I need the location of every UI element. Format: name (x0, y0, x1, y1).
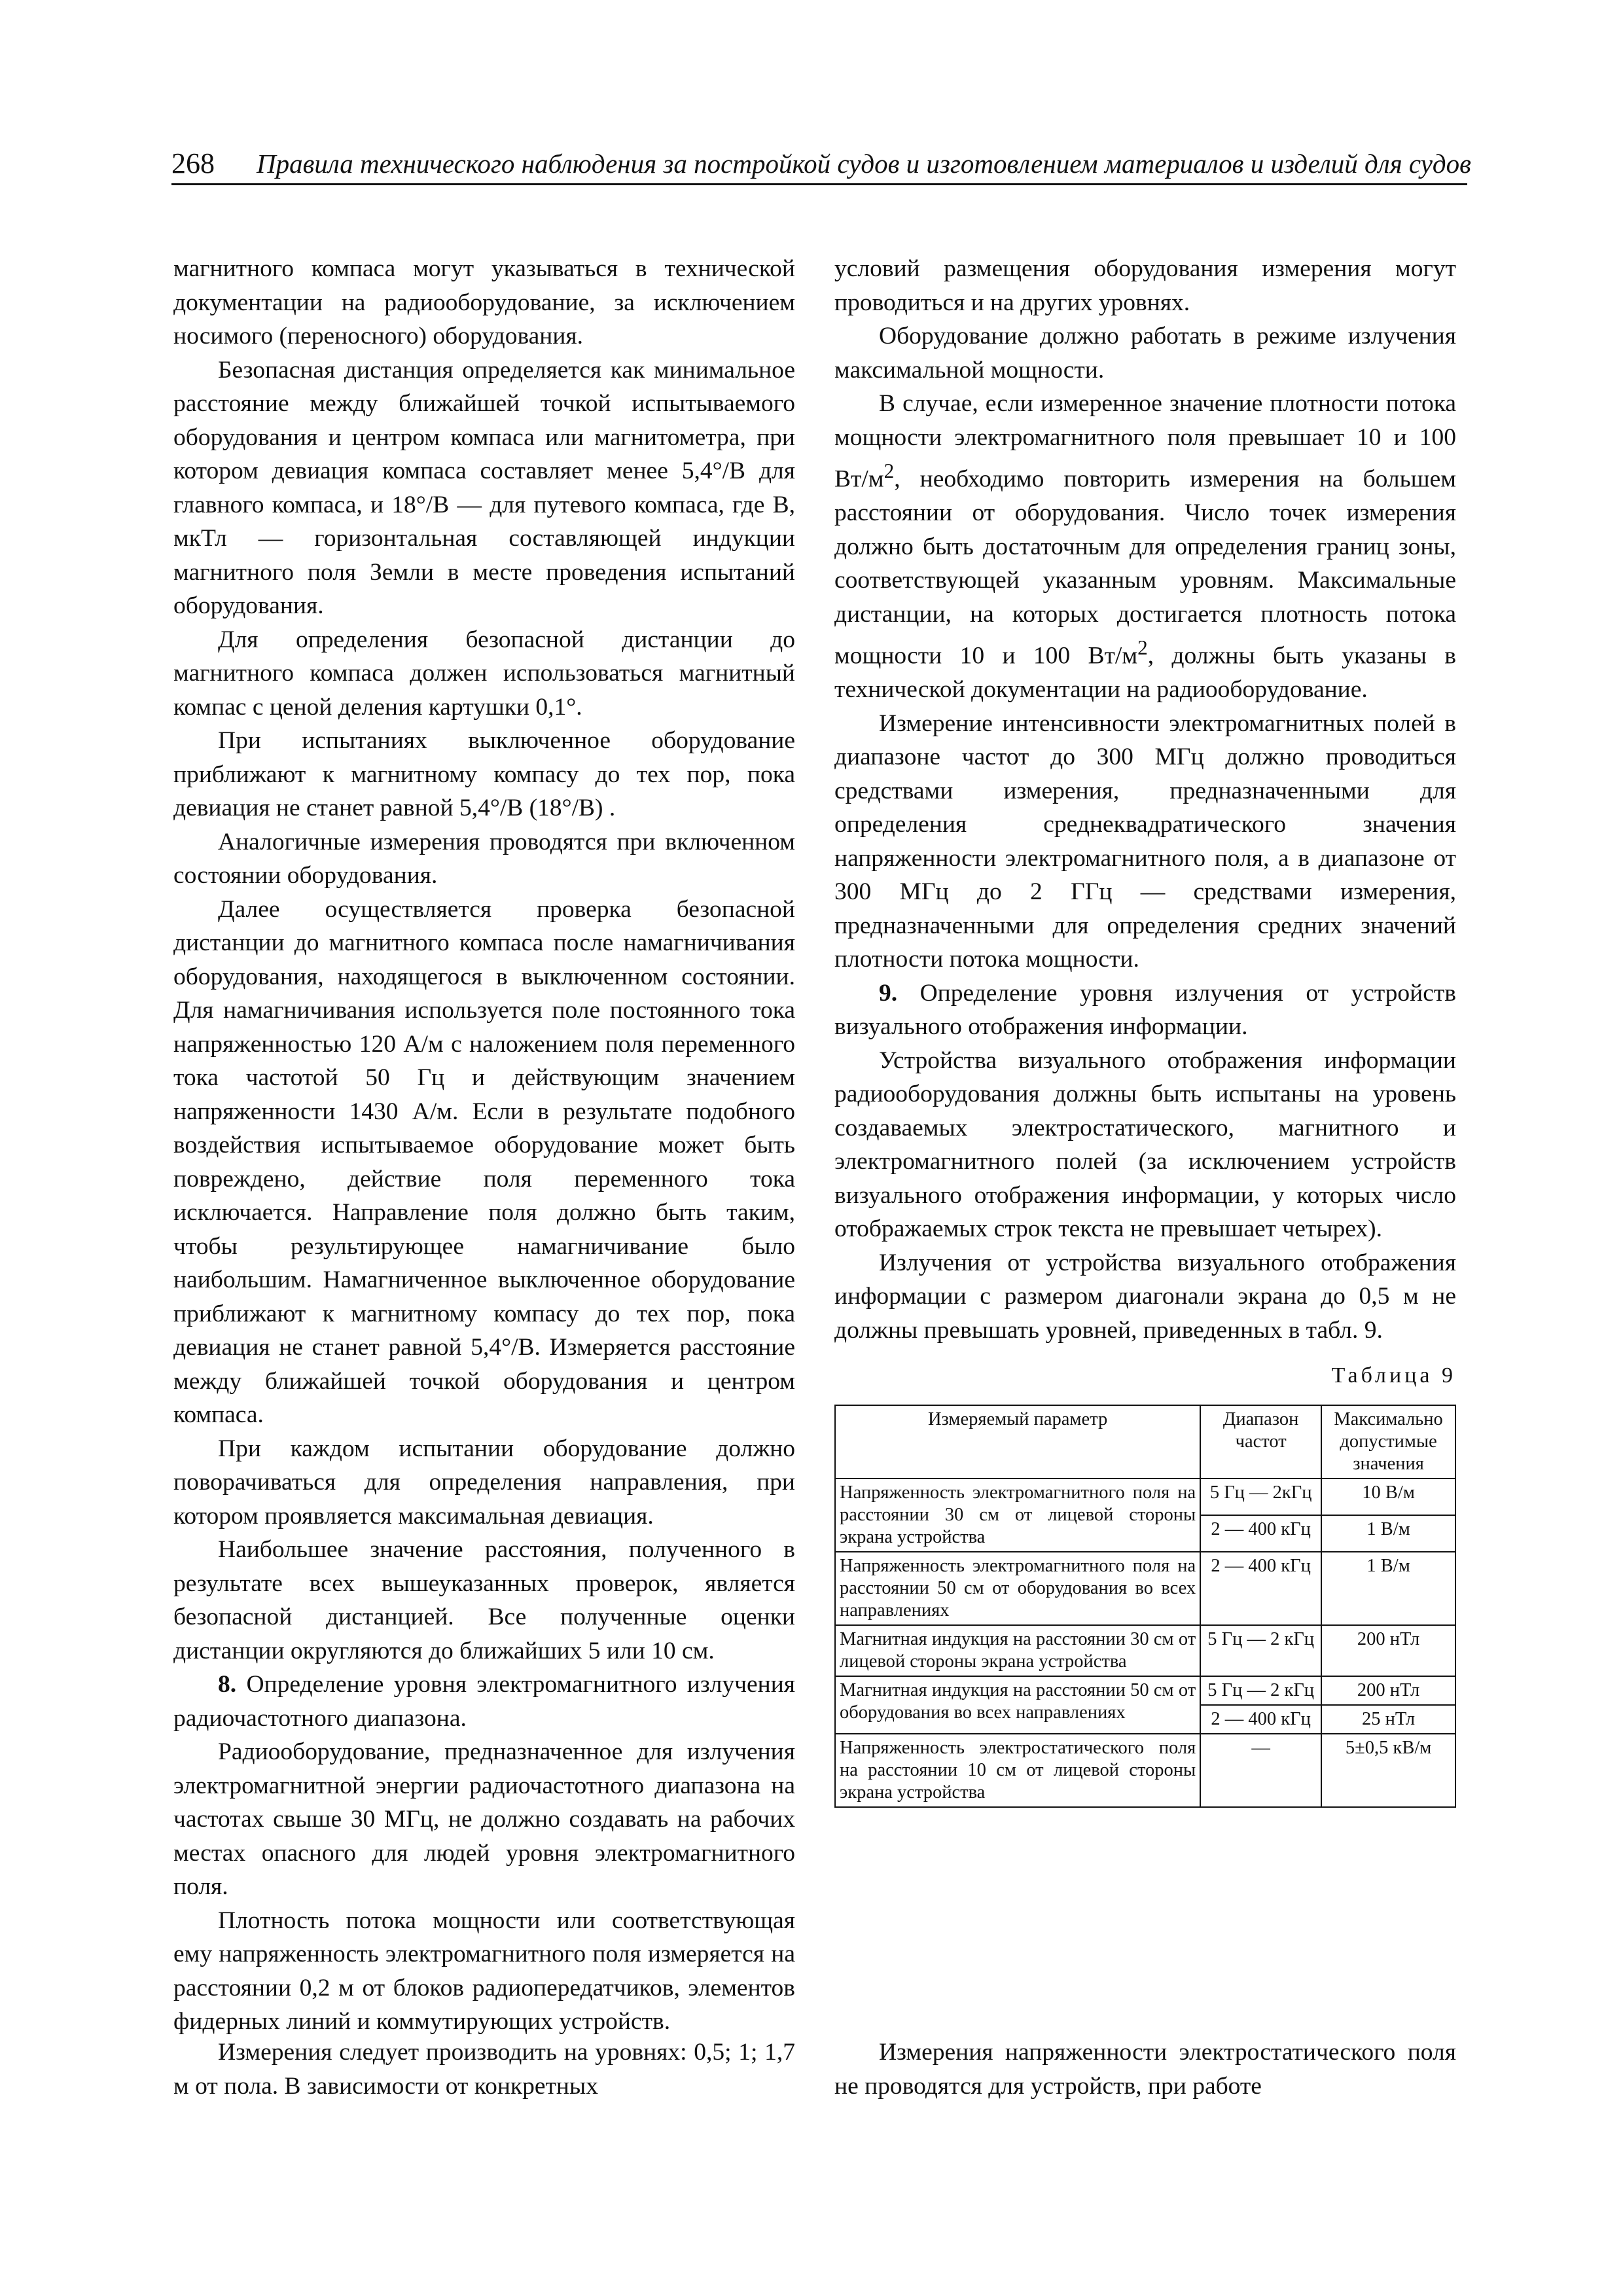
table-cell-param: Магнитная индукция на расстоянии 30 см от лицевой стороны экрана устройства (835, 1625, 1200, 1676)
text-run: В случае, если измеренное значение плотности потока мощности электромагнитного поля превышает 10 и 100 Вт/м (834, 390, 1456, 493)
paragraph: Аналогичные измерения проводятся при включенном состоянии оборудования. (173, 828, 795, 889)
paragraph: Устройства визуального отображения информации радиооборудования должны быть испытаны на уровень создаваемых электростатического, магнитного и электромагнитного полей (за исключением устройств визуального отображения информации, у которых число отображаемых строк текста не превышает четырех). (834, 1047, 1456, 1242)
table-cell-param: Напряженность электромагнитного поля на расстоянии 50 см от оборудования во всех направлениях (835, 1552, 1200, 1625)
table-caption: Таблица 9 (1331, 1363, 1456, 1388)
section-number: 8. (218, 1671, 237, 1698)
table-9 (834, 1405, 1456, 1808)
table-cell-range: 2 — 400 кГц (1200, 1552, 1321, 1625)
paragraph: Для определения безопасной дистанции до магнитного компаса должен использоваться магнитный компас с ценой деления картушки 0,1°. (173, 626, 795, 721)
superscript: 2 (1137, 636, 1148, 659)
running-header (171, 145, 1471, 185)
left-column (173, 252, 795, 2039)
table-cell-param: Напряженность электромагнитного поля на расстоянии 30 см от лицевой стороны экрана устройства (835, 1479, 1200, 1552)
left-column-bottom (173, 2036, 795, 2103)
paragraph: При каждом испытании оборудование должно поворачиваться для определения направления, при котором проявляется максимальная девиация. (173, 1435, 795, 1530)
table-cell-value: 200 нТл (1321, 1625, 1455, 1676)
table-row (835, 1676, 1455, 1705)
table-row (835, 1625, 1455, 1676)
table-cell-range: 5 Гц — 2кГц (1200, 1479, 1321, 1515)
paragraph: магнитного компаса могут указываться в технической документации на радиооборудование, за исключением носимого (переносного) оборудования. (173, 255, 795, 350)
page-number: 268 (171, 147, 215, 179)
superscript: 2 (883, 459, 895, 482)
table-cell-param: Магнитная индукция на расстоянии 50 см от оборудования во всех направлениях (835, 1676, 1200, 1734)
paragraph: Измерения следует производить на уровнях: 0,5; 1; 1,7 м от пола. В зависимости от конкретных (173, 2039, 795, 2100)
table-cell-range: 5 Гц — 2 кГц (1200, 1676, 1321, 1705)
section-heading-8 (173, 1668, 795, 1735)
table-cell-range: 2 — 400 кГц (1200, 1515, 1321, 1552)
table-cell-value: 25 нТл (1321, 1705, 1455, 1734)
text-run: , необходимо повторить измерения на большем расстоянии от оборудования. Число точек измерения должно быть достаточным для определения границ зоны, соответствующей указанным уровням. Максимальные дистанции, на которых достигается плотность потока мощности 10 и 100 Вт/м (834, 465, 1456, 670)
paragraph: Измерения напряженности электростатического поля не проводятся для устройств, при работе (834, 2039, 1456, 2100)
section-title: Определение уровня электромагнитного излучения радиочастотного диапазона. (173, 1671, 796, 1732)
table-row (835, 1552, 1455, 1625)
paragraph: Радиооборудование, предназначенное для излучения электромагнитной энергии радиочастотного диапазона на частотах свыше 30 МГц, не должно создавать на рабочих местах опасного для людей уровня электромагнитного поля. (173, 1738, 795, 1900)
paragraph (834, 387, 1456, 707)
right-column (834, 252, 1456, 1808)
paragraph: Далее осуществляется проверка безопасной дистанции до магнитного компаса после намагничивания оборудования, находящегося в выключенном состоянии. Для намагничивания используется поле постоянного тока напряженностью 120 А/м с наложением поля переменного тока частотой 50 Гц и действующим значением напряженности 1430 А/м. Если в результате подобного воздействия испытываемое оборудование может быть повреждено, действие поля переменного тока исключается. Направление поля должно быть таким, чтобы результирующее намагничивание было наибольшим. Намагниченное выключенное оборудование приближают к магнитному компасу до тех пор, пока девиация не станет равной 5,4°/B. Измеряется расстояние между ближайшей точкой оборудования и центром компаса. (173, 895, 795, 1428)
table-header-cell: Диапазон частот (1200, 1405, 1321, 1479)
table-cell-value: 10 В/м (1321, 1479, 1455, 1515)
section-title: Определение уровня излучения от устройств визуального отображения информации. (834, 979, 1456, 1040)
paragraph: Оборудование должно работать в режиме излучения максимальной мощности. (834, 323, 1456, 384)
table-cell-value: 1 В/м (1321, 1515, 1455, 1552)
paragraph: При испытаниях выключенное оборудование приближают к магнитному компасу до тех пор, пока девиация не станет равной 5,4°/B (18°/B) . (173, 727, 795, 821)
table-header-cell: Максимально допустимые значения (1321, 1405, 1455, 1479)
table-cell-value: 200 нТл (1321, 1676, 1455, 1705)
paragraph: Измерение интенсивности электромагнитных полей в диапазоне частот до 300 МГц должно проводиться средствами измерения, предназначенными для определения среднеквадратического значения напряженности электромагнитного поля, а в диапазоне от 300 МГц до 2 ГГц — средствами измерения, предназначенными для определения средних значений плотности потока мощности. (834, 709, 1456, 973)
table-row (835, 1479, 1455, 1515)
right-column-bottom (834, 2036, 1456, 2103)
section-number: 9. (879, 979, 898, 1007)
running-title: Правила технического наблюдения за постройкой судов и изготовлением материалов и изделий для судов (257, 149, 1471, 179)
table-header-row (835, 1405, 1455, 1479)
table-cell-range: 2 — 400 кГц (1200, 1705, 1321, 1734)
table-cell-value: 5±0,5 кВ/м (1321, 1734, 1455, 1807)
table-cell-range: — (1200, 1734, 1321, 1807)
section-heading-9 (834, 977, 1456, 1044)
paragraph: Безопасная дистанция определяется как минимальное расстояние между ближайшей точкой испытываемого оборудования и центром компаса или магнитометра, при котором девиация компаса составляет менее 5,4°/B для главного компаса, и 18°/B — для путевого компаса, где B, мкТл — горизонтальная составляющей индукции магнитного поля Земли в месте проведения испытаний оборудования. (173, 356, 795, 619)
paragraph: Излучения от устройства визуального отображения информации с размером диагонали экрана до 0,5 м не должны превышать уровней, приведенных в табл. 9. (834, 1249, 1456, 1344)
paragraph: условий размещения оборудования измерения могут проводиться и на других уровнях. (834, 255, 1456, 316)
table-row (835, 1734, 1455, 1807)
text-run: , должны быть указаны в технической документации на радиооборудование. (834, 642, 1456, 703)
table-cell-param: Напряженность электростатического поля на расстоянии 10 см от лицевой стороны экрана устройства (835, 1734, 1200, 1807)
table-cell-value: 1 В/м (1321, 1552, 1455, 1625)
paragraph: Плотность потока мощности или соответствующая ему напряженность электромагнитного поля измеряется на расстоянии 0,2 м от блоков радиопередатчиков, элементов фидерных линий и коммутирующих устройств. (173, 1907, 795, 2035)
table-header-cell: Измеряемый параметр (835, 1405, 1200, 1479)
table-cell-range: 5 Гц — 2 кГц (1200, 1625, 1321, 1676)
paragraph: Наибольшее значение расстояния, полученного в результате всех вышеуказанных проверок, является безопасной дистанцией. Все полученные оценки дистанции округляются до ближайших 5 или 10 см. (173, 1536, 795, 1664)
